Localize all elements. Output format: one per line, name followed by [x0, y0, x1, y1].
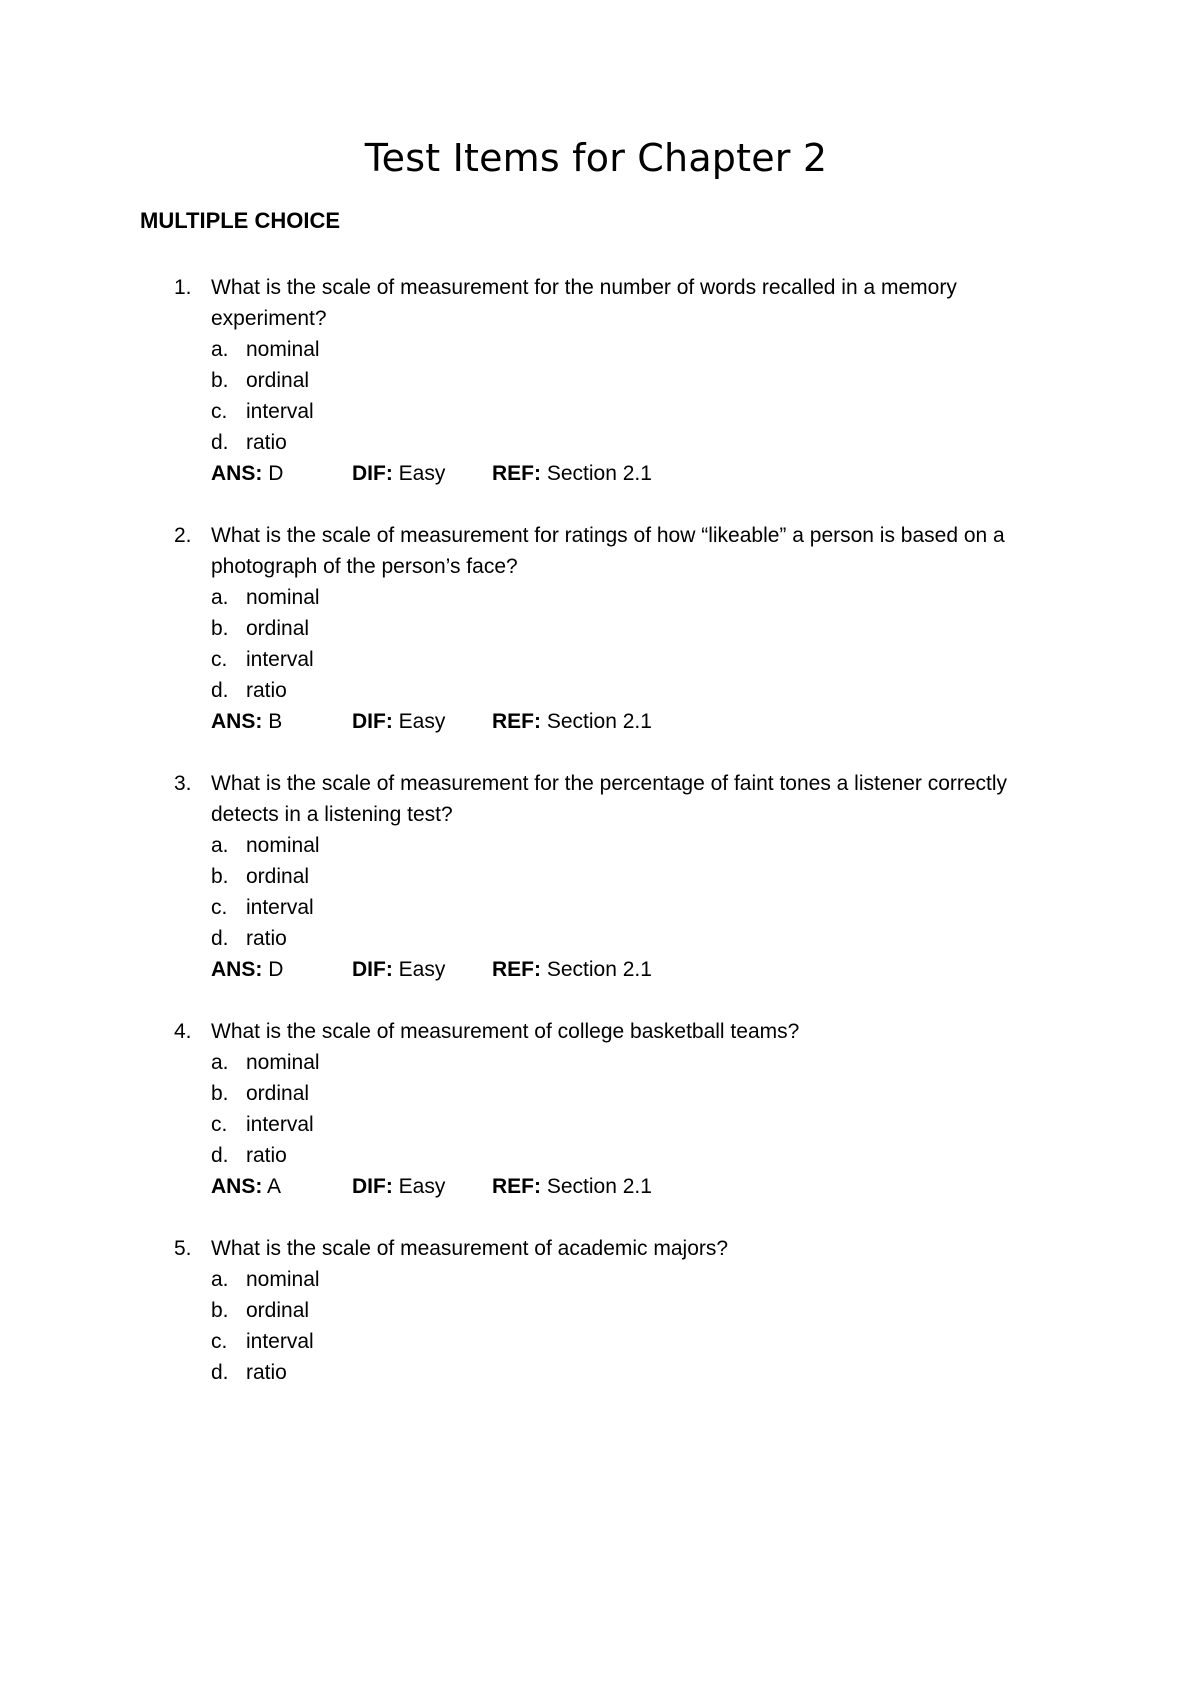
reference-value: Section 2.1	[546, 710, 652, 733]
option-text: ordinal	[246, 1299, 310, 1322]
reference-label: REF:	[492, 462, 541, 485]
option-item	[211, 365, 1192, 396]
question-number: 3.	[174, 772, 192, 795]
option-letter: c.	[211, 400, 228, 423]
option-letter: d.	[211, 679, 229, 702]
question-number: 4.	[174, 1020, 192, 1043]
option-item	[211, 582, 1192, 613]
answer-value: D	[268, 958, 284, 981]
question-item	[0, 520, 1192, 737]
difficulty-field	[352, 458, 445, 489]
option-item	[211, 892, 1192, 923]
answer-field	[211, 458, 283, 489]
question-item	[0, 768, 1192, 985]
option-item	[211, 1047, 1192, 1078]
answer-metadata	[211, 1171, 1192, 1202]
option-letter: b.	[211, 1082, 229, 1105]
question-number: 5.	[174, 1237, 192, 1260]
reference-field	[492, 706, 652, 737]
option-text: interval	[246, 400, 314, 423]
option-letter: a.	[211, 586, 229, 609]
option-item	[211, 1140, 1192, 1171]
option-text: interval	[246, 648, 314, 671]
option-letter: b.	[211, 865, 229, 888]
answer-label: ANS:	[211, 710, 263, 733]
question-item	[0, 1233, 1192, 1388]
reference-field	[492, 954, 652, 985]
option-item	[211, 1078, 1192, 1109]
reference-label: REF:	[492, 958, 541, 981]
option-text: nominal	[246, 586, 320, 609]
option-item	[211, 1109, 1192, 1140]
difficulty-field	[352, 954, 445, 985]
option-text: ordinal	[246, 617, 310, 640]
difficulty-value: Easy	[398, 958, 446, 981]
option-item	[211, 923, 1192, 954]
option-letter: d.	[211, 927, 229, 950]
option-list	[211, 582, 1192, 706]
difficulty-field	[352, 1171, 445, 1202]
option-item	[211, 644, 1192, 675]
answer-field	[211, 1171, 281, 1202]
difficulty-value: Easy	[398, 462, 446, 485]
answer-value: A	[267, 1175, 282, 1198]
option-item	[211, 1357, 1192, 1388]
answer-metadata	[211, 706, 1192, 737]
question-item	[0, 272, 1192, 489]
option-item	[211, 334, 1192, 365]
option-letter: c.	[211, 1113, 228, 1136]
option-text: interval	[246, 1113, 314, 1136]
option-letter: a.	[211, 1051, 229, 1074]
option-text: ordinal	[246, 369, 310, 392]
difficulty-label: DIF:	[352, 1175, 393, 1198]
difficulty-value: Easy	[398, 710, 446, 733]
option-letter: a.	[211, 1268, 229, 1291]
reference-value: Section 2.1	[546, 462, 652, 485]
question-text: What is the scale of measurement of college basketball teams?	[211, 1020, 800, 1043]
option-text: nominal	[246, 1268, 320, 1291]
option-item	[211, 1264, 1192, 1295]
option-list	[211, 830, 1192, 954]
question-list	[0, 272, 1192, 1419]
option-text: nominal	[246, 1051, 320, 1074]
reference-label: REF:	[492, 710, 541, 733]
reference-field	[492, 458, 652, 489]
question-number: 2.	[174, 524, 192, 547]
option-text: interval	[246, 1330, 314, 1353]
answer-field	[211, 954, 283, 985]
reference-field	[492, 1171, 652, 1202]
reference-value: Section 2.1	[546, 958, 652, 981]
reference-label: REF:	[492, 1175, 541, 1198]
answer-label: ANS:	[211, 958, 263, 981]
page-title: Test Items for Chapter 2	[364, 136, 828, 180]
question-item	[0, 1016, 1192, 1202]
option-letter: c.	[211, 648, 228, 671]
option-list	[211, 334, 1192, 458]
option-text: ratio	[246, 927, 287, 950]
option-letter: d.	[211, 1144, 229, 1167]
question-number: 1.	[174, 276, 192, 299]
option-item	[211, 1326, 1192, 1357]
option-letter: c.	[211, 1330, 228, 1353]
option-text: ratio	[246, 1361, 287, 1384]
option-letter: b.	[211, 1299, 229, 1322]
question-text: What is the scale of measurement for ratings of how “likeable” a person is based on a photograph of the person’s face?	[211, 524, 1005, 578]
option-item	[211, 861, 1192, 892]
option-item	[211, 613, 1192, 644]
section-heading: MULTIPLE CHOICE	[140, 208, 341, 233]
answer-value: B	[268, 710, 283, 733]
question-text: What is the scale of measurement for the percentage of faint tones a listener correctly detects in a listening test?	[211, 772, 1008, 826]
option-text: interval	[246, 896, 314, 919]
option-text: ratio	[246, 679, 287, 702]
option-letter: c.	[211, 896, 228, 919]
option-text: nominal	[246, 338, 320, 361]
option-letter: b.	[211, 617, 229, 640]
option-text: ordinal	[246, 865, 310, 888]
difficulty-label: DIF:	[352, 710, 393, 733]
option-letter: d.	[211, 431, 229, 454]
answer-metadata	[211, 458, 1192, 489]
option-item	[211, 1295, 1192, 1326]
option-item	[211, 830, 1192, 861]
answer-label: ANS:	[211, 1175, 263, 1198]
option-letter: a.	[211, 338, 229, 361]
option-letter: b.	[211, 369, 229, 392]
option-letter: a.	[211, 834, 229, 857]
option-item	[211, 675, 1192, 706]
difficulty-field	[352, 706, 445, 737]
difficulty-label: DIF:	[352, 958, 393, 981]
answer-field	[211, 706, 282, 737]
option-item	[211, 396, 1192, 427]
answer-metadata	[211, 954, 1192, 985]
option-item	[211, 427, 1192, 458]
reference-value: Section 2.1	[546, 1175, 652, 1198]
difficulty-label: DIF:	[352, 462, 393, 485]
question-text: What is the scale of measurement for the number of words recalled in a memory experiment?	[211, 276, 957, 330]
option-list	[211, 1047, 1192, 1171]
answer-value: D	[268, 462, 284, 485]
option-letter: d.	[211, 1361, 229, 1384]
question-text: What is the scale of measurement of academic majors?	[211, 1237, 729, 1260]
option-list	[211, 1264, 1192, 1388]
option-text: nominal	[246, 834, 320, 857]
option-text: ratio	[246, 431, 287, 454]
option-text: ratio	[246, 1144, 287, 1167]
answer-label: ANS:	[211, 462, 263, 485]
option-text: ordinal	[246, 1082, 310, 1105]
difficulty-value: Easy	[398, 1175, 446, 1198]
